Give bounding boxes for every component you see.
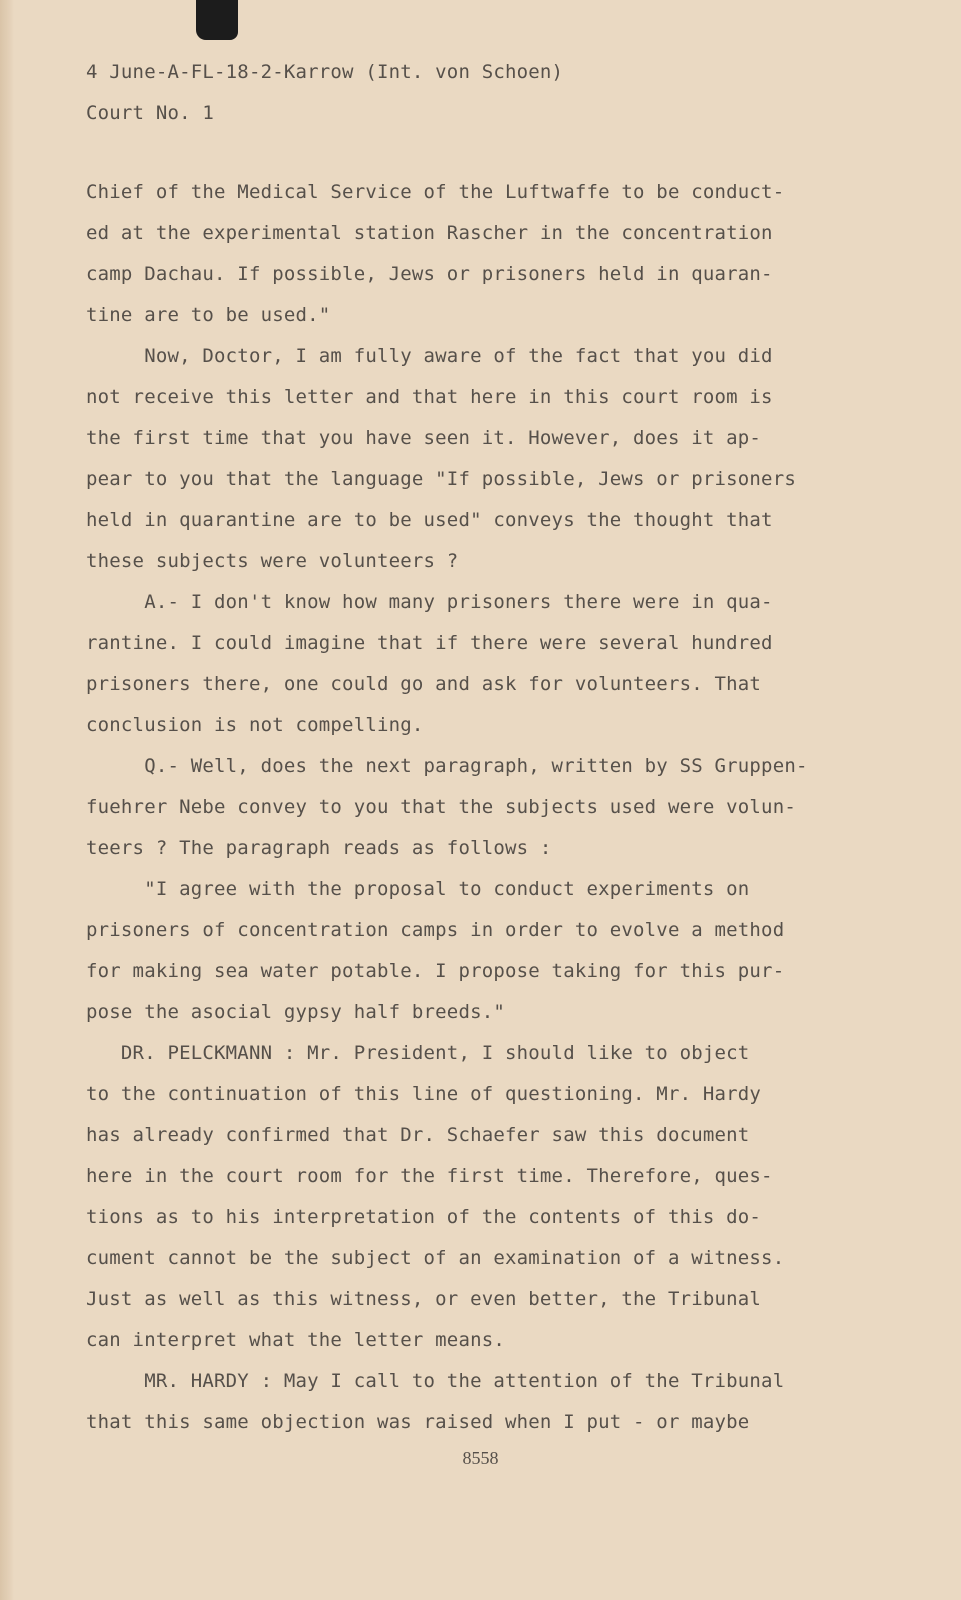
text-line: camp Dachau. If possible, Jews or prisoners held in quaran- [86, 263, 773, 285]
text-line: rantine. I could imagine that if there were several hundred [86, 632, 773, 654]
text-line: can interpret what the letter means. [86, 1329, 506, 1351]
spacer [86, 134, 851, 172]
header-line: 4 June-A-FL-18-2-Karrow (Int. von Schoen) [86, 61, 564, 83]
text-line: teers ? The paragraph reads as follows : [86, 837, 552, 859]
text-line: these subjects were volunteers ? [86, 550, 459, 572]
text-line: not receive this letter and that here in this court room is [86, 386, 773, 408]
text-line: Q.- Well, does the next paragraph, written by SS Gruppen- [86, 755, 808, 777]
page-number: 8558 [462, 1448, 499, 1468]
binding-clip-mark [196, 0, 238, 40]
text-line: that this same objection was raised when I put - or maybe [86, 1411, 750, 1433]
text-line: ed at the experimental station Rascher in the concentration [86, 222, 773, 244]
text-line: pose the asocial gypsy half breeds." [86, 1001, 506, 1023]
text-line: has already confirmed that Dr. Schaefer saw this document [86, 1124, 750, 1146]
transcript-text [86, 52, 851, 1443]
text-line: Now, Doctor, I am fully aware of the fact that you did [86, 345, 773, 367]
page-left-edge [0, 0, 14, 1600]
text-line: to the continuation of this line of questioning. Mr. Hardy [86, 1083, 762, 1105]
text-line: here in the court room for the first time. Therefore, ques- [86, 1165, 773, 1187]
text-line: cument cannot be the subject of an examination of a witness. [86, 1247, 785, 1269]
text-line: Just as well as this witness, or even better, the Tribunal [86, 1288, 762, 1310]
text-line: held in quarantine are to be used" conveys the thought that [86, 509, 773, 531]
text-line: tine are to be used." [86, 304, 331, 326]
text-line: A.- I don't know how many prisoners there were in qua- [86, 591, 773, 613]
text-line: prisoners there, one could go and ask for volunteers. That [86, 673, 762, 695]
text-line: conclusion is not compelling. [86, 714, 424, 736]
text-line: MR. HARDY : May I call to the attention of the Tribunal [86, 1370, 785, 1392]
text-line: DR. PELCKMANN : Mr. President, I should like to object [86, 1042, 750, 1064]
text-line: pear to you that the language "If possible, Jews or prisoners [86, 468, 796, 490]
text-line: for making sea water potable. I propose taking for this pur- [86, 960, 785, 982]
text-line: Chief of the Medical Service of the Luftwaffe to be conduct- [86, 181, 785, 203]
text-line: tions as to his interpretation of the contents of this do- [86, 1206, 762, 1228]
court-number: Court No. 1 [86, 102, 215, 124]
text-line: "I agree with the proposal to conduct experiments on [86, 878, 750, 900]
text-line: fuehrer Nebe convey to you that the subjects used were volun- [86, 796, 796, 818]
text-line: the first time that you have seen it. However, does it ap- [86, 427, 762, 449]
text-line: prisoners of concentration camps in order to evolve a method [86, 919, 785, 941]
